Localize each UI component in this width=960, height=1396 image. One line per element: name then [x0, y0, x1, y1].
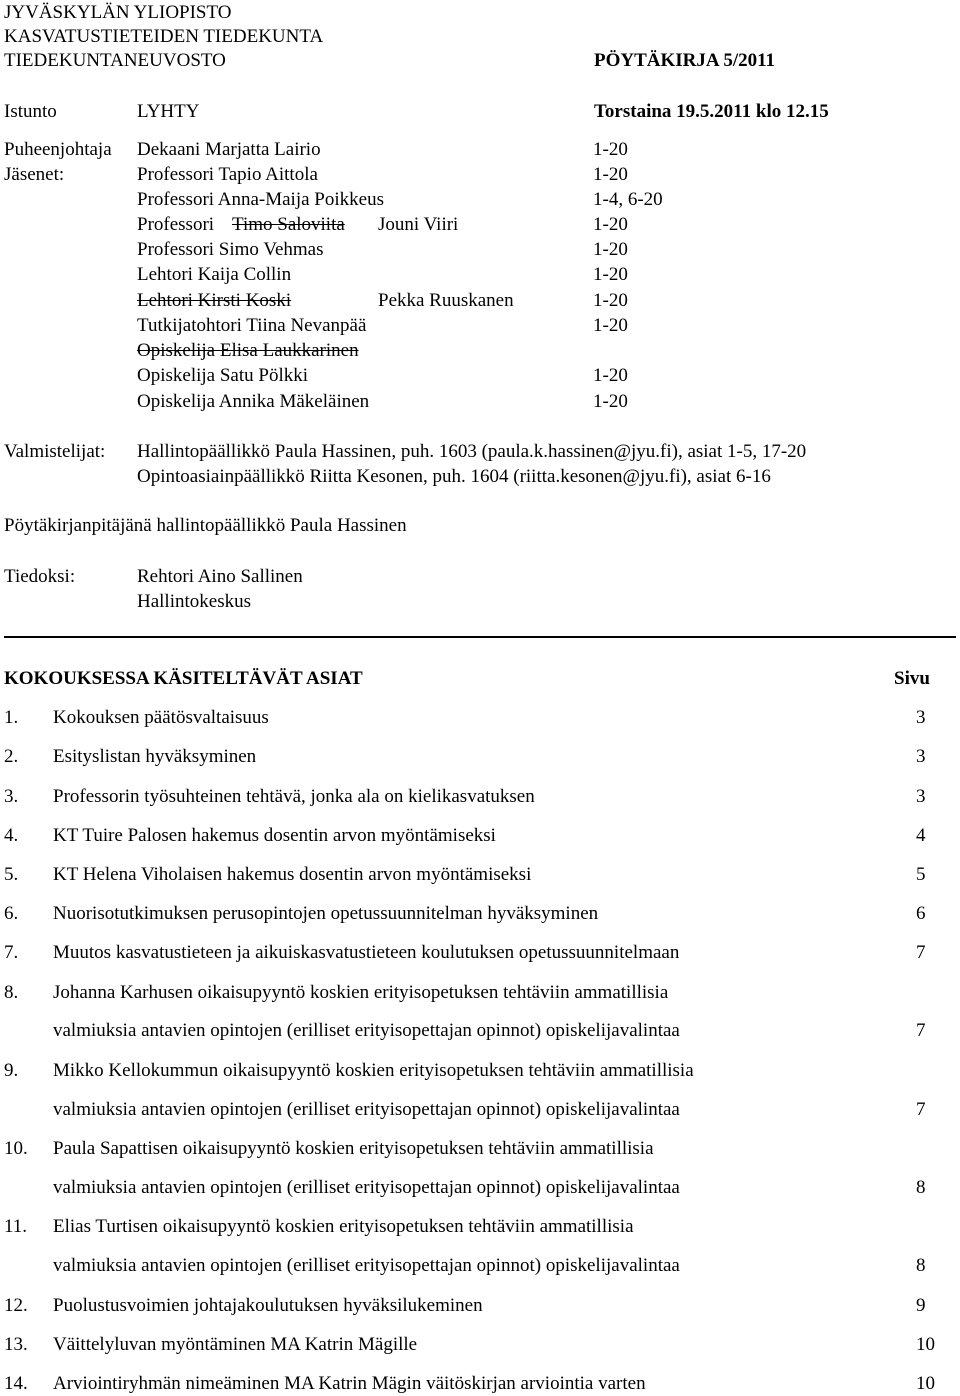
- agenda-item-number: 12.: [4, 1295, 28, 1316]
- agenda-item-number: 7.: [4, 942, 19, 963]
- chair-label: Puheenjohtaja: [4, 139, 112, 160]
- member-range: 1-20: [593, 365, 628, 386]
- cc-recipient: Hallintokeskus: [137, 591, 251, 612]
- agenda-item-title: Puolustusvoimien johtajakoulutuksen hyväksilukeminen: [53, 1295, 483, 1316]
- agenda-item-number: 2.: [4, 746, 19, 767]
- member-title: Professori: [137, 214, 215, 235]
- agenda-item-title-continued: valmiuksia antavien opintojen (erilliset erityisopettajan opinnot) opiskelijavalintaa: [53, 1020, 680, 1041]
- agenda-item-number: 8.: [4, 982, 19, 1003]
- agenda-item-page: 8: [916, 1177, 926, 1198]
- agenda-heading: KOKOUKSESSA KÄSITELTÄVÄT ASIAT: [4, 668, 363, 689]
- agenda-item-number: 13.: [4, 1334, 28, 1355]
- agenda-item-page: 10: [916, 1334, 935, 1355]
- document-title: PÖYTÄKIRJA 5/2011: [594, 50, 776, 71]
- agenda-item-page: 7: [916, 1020, 926, 1041]
- agenda-item-page: 6: [916, 903, 926, 924]
- agenda-item-title: Elias Turtisen oikaisupyyntö koskien erityisopetuksen tehtäviin ammatillisia: [53, 1216, 634, 1237]
- agenda-item-page: 4: [916, 825, 926, 846]
- member-name: Professori Anna-Maija Poikkeus: [137, 189, 384, 210]
- agenda-item-title-continued: valmiuksia antavien opintojen (erilliset erityisopettajan opinnot) opiskelijavalintaa: [53, 1177, 680, 1198]
- member-name: Opiskelija Satu Pölkki: [137, 365, 308, 386]
- member-name: Opiskelija Annika Mäkeläinen: [137, 391, 370, 412]
- agenda-item-number: 14.: [4, 1373, 28, 1394]
- agenda-page-heading: Sivu: [894, 668, 930, 689]
- cc-recipient: Rehtori Aino Sallinen: [137, 566, 303, 587]
- member-name: Professori Tapio Aittola: [137, 164, 318, 185]
- preparers-label: Valmistelijat:: [4, 441, 106, 462]
- member-range: 1-20: [593, 315, 628, 336]
- agenda-item-number: 11.: [4, 1216, 28, 1237]
- faculty-name: KASVATUSTIETEIDEN TIEDEKUNTA: [4, 26, 324, 47]
- agenda-item-title: Johanna Karhusen oikaisupyyntö koskien erityisopetuksen tehtäviin ammatillisia: [53, 982, 669, 1003]
- agenda-item-page: 10: [916, 1373, 935, 1394]
- agenda-item-title-continued: valmiuksia antavien opintojen (erilliset erityisopettajan opinnot) opiskelijavalintaa: [53, 1255, 680, 1276]
- member-range: 1-20: [593, 391, 628, 412]
- agenda-item-number: 6.: [4, 903, 19, 924]
- agenda-item-title: Esityslistan hyväksyminen: [53, 746, 257, 767]
- cc-label: Tiedoksi:: [4, 566, 76, 587]
- agenda-item-title: Väittelyluvan myöntäminen MA Katrin Mägille: [53, 1334, 418, 1355]
- agenda-item-number: 10.: [4, 1138, 28, 1159]
- member-name: Professori Simo Vehmas: [137, 239, 324, 260]
- meeting-room: LYHTY: [137, 101, 200, 122]
- agenda-item-number: 1.: [4, 707, 19, 728]
- member-struck-name: Lehtori Kirsti Koski: [137, 290, 292, 311]
- member-struck-name: Opiskelija Elisa Laukkarinen: [137, 340, 359, 361]
- member-name: Lehtori Kaija Collin: [137, 264, 292, 285]
- member-name: Tutkijatohtori Tiina Nevanpää: [137, 315, 367, 336]
- agenda-item-page: 3: [916, 707, 926, 728]
- preparer-line: Hallintopäällikkö Paula Hassinen, puh. 1603 (paula.k.hassinen@jyu.fi), asiat 1-5, 17-20: [137, 441, 807, 462]
- council-name: TIEDEKUNTANEUVOSTO: [4, 50, 226, 71]
- preparer-line: Opintoasiainpäällikkö Riitta Kesonen, puh. 1604 (riitta.kesonen@jyu.fi), asiat 6-16: [137, 466, 771, 487]
- member-range: 1-4, 6-20: [593, 189, 663, 210]
- agenda-item-number: 3.: [4, 786, 19, 807]
- agenda-item-title: Professorin työsuhteinen tehtävä, jonka ala on kielikasvatuksen: [53, 786, 535, 807]
- agenda-item-page: 3: [916, 746, 926, 767]
- agenda-item-page: 3: [916, 786, 926, 807]
- member-range: 1-20: [593, 239, 628, 260]
- chair-name: Dekaani Marjatta Lairio: [137, 139, 321, 160]
- agenda-item-number: 5.: [4, 864, 19, 885]
- agenda-item-page: 7: [916, 942, 926, 963]
- agenda-item-page: 9: [916, 1295, 926, 1316]
- members-label: Jäsenet:: [4, 164, 65, 185]
- agenda-item-title: KT Helena Viholaisen hakemus dosentin arvon myöntämiseksi: [53, 864, 532, 885]
- meeting-label: Istunto: [4, 101, 57, 122]
- agenda-item-title: Arviointiryhmän nimeäminen MA Katrin Mägin väitöskirjan arviointia varten: [53, 1373, 646, 1394]
- chair-range: 1-20: [593, 139, 628, 160]
- agenda-item-title: Kokouksen päätösvaltaisuus: [53, 707, 269, 728]
- agenda-item-page: 8: [916, 1255, 926, 1276]
- agenda-item-title: Muutos kasvatustieteen ja aikuiskasvatustieteen koulutuksen opetussuunnitelmaan: [53, 942, 680, 963]
- member-replacement-name: Pekka Ruuskanen: [378, 290, 514, 311]
- agenda-item-title: Mikko Kellokummun oikaisupyyntö koskien erityisopetuksen tehtäviin ammatillisia: [53, 1060, 694, 1081]
- agenda-item-page: 7: [916, 1099, 926, 1120]
- agenda-item-number: 9.: [4, 1060, 19, 1081]
- university-name: JYVÄSKYLÄN YLIOPISTO: [4, 2, 232, 23]
- member-range: 1-20: [593, 164, 628, 185]
- agenda-item-title: Nuorisotutkimuksen perusopintojen opetussuunnitelman hyväksyminen: [53, 903, 599, 924]
- member-range: 1-20: [593, 214, 628, 235]
- member-range: 1-20: [593, 290, 628, 311]
- minutes-keeper: Pöytäkirjanpitäjänä hallintopäällikkö Paula Hassinen: [4, 515, 407, 536]
- section-divider: [4, 636, 956, 638]
- agenda-item-title: KT Tuire Palosen hakemus dosentin arvon myöntämiseksi: [53, 825, 496, 846]
- agenda-item-page: 5: [916, 864, 926, 885]
- meeting-date: Torstaina 19.5.2011 klo 12.15: [594, 101, 829, 122]
- agenda-item-title: Paula Sapattisen oikaisupyyntö koskien erityisopetuksen tehtäviin ammatillisia: [53, 1138, 654, 1159]
- member-range: 1-20: [593, 264, 628, 285]
- agenda-item-number: 4.: [4, 825, 19, 846]
- member-struck-name: Timo Saloviita: [232, 214, 345, 235]
- agenda-item-title-continued: valmiuksia antavien opintojen (erilliset erityisopettajan opinnot) opiskelijavalintaa: [53, 1099, 680, 1120]
- member-replacement-name: Jouni Viiri: [378, 214, 459, 235]
